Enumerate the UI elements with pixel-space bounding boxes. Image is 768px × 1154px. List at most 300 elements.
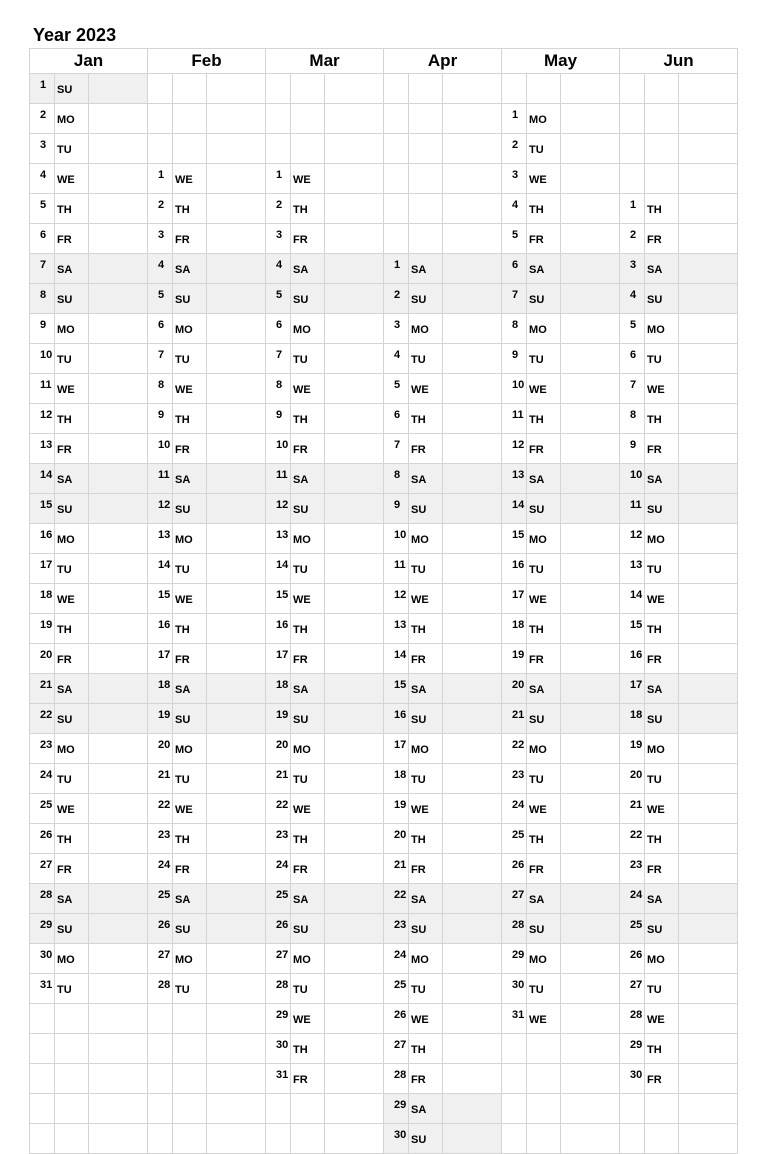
weekday-label: WE (527, 164, 561, 194)
day-number: 17 (266, 644, 291, 674)
weekday-label: MO (173, 314, 207, 344)
day-number: 23 (30, 734, 55, 764)
weekday-label: TU (291, 764, 325, 794)
day-number: 21 (266, 764, 291, 794)
day-number: 10 (148, 434, 173, 464)
day-number: 25 (266, 884, 291, 914)
day-number: 7 (502, 284, 527, 314)
day-note-cell (207, 164, 266, 194)
calendar-row (30, 434, 738, 464)
weekday-label: TU (527, 764, 561, 794)
weekday-label: TH (291, 404, 325, 434)
empty-cell (148, 1094, 173, 1124)
day-number: 24 (266, 854, 291, 884)
empty-cell (502, 1064, 527, 1094)
weekday-label: MO (291, 314, 325, 344)
day-note-cell (89, 494, 148, 524)
day-note-cell (679, 1064, 738, 1094)
empty-cell (148, 104, 173, 134)
day-number: 6 (620, 344, 645, 374)
day-note-cell (89, 614, 148, 644)
weekday-label: SU (173, 494, 207, 524)
weekday-label: FR (55, 644, 89, 674)
weekday-label: TU (527, 134, 561, 164)
day-number: 30 (384, 1124, 409, 1154)
day-note-cell (207, 854, 266, 884)
day-note-cell (443, 614, 502, 644)
weekday-label: SA (55, 254, 89, 284)
empty-cell (384, 194, 409, 224)
day-number: 11 (266, 464, 291, 494)
empty-cell (527, 1064, 561, 1094)
day-number: 30 (266, 1034, 291, 1064)
day-number: 6 (266, 314, 291, 344)
weekday-label: WE (291, 794, 325, 824)
calendar-row (30, 404, 738, 434)
day-note-cell (207, 974, 266, 1004)
weekday-label: WE (527, 584, 561, 614)
weekday-label: TH (645, 614, 679, 644)
weekday-label: TH (173, 404, 207, 434)
day-number: 12 (30, 404, 55, 434)
weekday-label: MO (645, 314, 679, 344)
empty-cell (291, 1094, 325, 1124)
day-note-cell (325, 554, 384, 584)
weekday-label: SA (527, 674, 561, 704)
day-note-cell (679, 224, 738, 254)
empty-cell (207, 104, 266, 134)
day-note-cell (561, 704, 620, 734)
day-note-cell (679, 1004, 738, 1034)
day-number: 4 (148, 254, 173, 284)
day-note-cell (561, 734, 620, 764)
day-number: 12 (620, 524, 645, 554)
day-note-cell (443, 524, 502, 554)
calendar-row (30, 524, 738, 554)
day-note-cell (207, 734, 266, 764)
weekday-label: SA (173, 254, 207, 284)
day-number: 28 (502, 914, 527, 944)
day-number: 26 (266, 914, 291, 944)
day-note-cell (325, 884, 384, 914)
day-note-cell (679, 794, 738, 824)
day-number: 29 (384, 1094, 409, 1124)
day-note-cell (443, 824, 502, 854)
day-note-cell (561, 164, 620, 194)
day-number: 27 (502, 884, 527, 914)
weekday-label: MO (55, 104, 89, 134)
day-number: 1 (266, 164, 291, 194)
weekday-label: WE (409, 374, 443, 404)
day-note-cell (679, 1034, 738, 1064)
day-number: 19 (620, 734, 645, 764)
weekday-label: WE (645, 1004, 679, 1034)
day-number: 20 (148, 734, 173, 764)
day-number: 19 (148, 704, 173, 734)
day-note-cell (89, 224, 148, 254)
calendar-row (30, 824, 738, 854)
weekday-label: SA (55, 884, 89, 914)
day-number: 4 (620, 284, 645, 314)
weekday-label: SU (409, 914, 443, 944)
day-note-cell (89, 374, 148, 404)
day-number: 27 (620, 974, 645, 1004)
day-note-cell (443, 974, 502, 1004)
weekday-label: WE (55, 584, 89, 614)
weekday-label: SU (527, 494, 561, 524)
weekday-label: SA (409, 464, 443, 494)
weekday-label: TH (55, 194, 89, 224)
day-number: 22 (266, 794, 291, 824)
weekday-label: MO (527, 944, 561, 974)
empty-cell (502, 74, 527, 104)
weekday-label: SU (173, 284, 207, 314)
day-number: 29 (620, 1034, 645, 1064)
empty-cell (679, 164, 738, 194)
day-note-cell (561, 404, 620, 434)
weekday-label: MO (55, 314, 89, 344)
day-number: 12 (266, 494, 291, 524)
day-number: 30 (620, 1064, 645, 1094)
weekday-label: TH (291, 194, 325, 224)
weekday-label: TH (645, 404, 679, 434)
empty-cell (55, 1004, 89, 1034)
day-number: 24 (620, 884, 645, 914)
day-note-cell (561, 374, 620, 404)
day-number: 12 (502, 434, 527, 464)
empty-cell (207, 1064, 266, 1094)
weekday-label: SA (173, 464, 207, 494)
day-note-cell (443, 374, 502, 404)
weekday-label: FR (645, 644, 679, 674)
day-number: 28 (620, 1004, 645, 1034)
day-note-cell (443, 554, 502, 584)
day-number: 11 (384, 554, 409, 584)
day-number: 12 (384, 584, 409, 614)
day-note-cell (561, 314, 620, 344)
day-note-cell (561, 224, 620, 254)
day-number: 24 (502, 794, 527, 824)
weekday-label: SU (645, 494, 679, 524)
empty-cell (620, 104, 645, 134)
weekday-label: TU (173, 764, 207, 794)
empty-cell (645, 104, 679, 134)
weekday-label: TU (291, 974, 325, 1004)
day-number: 9 (384, 494, 409, 524)
day-number: 15 (384, 674, 409, 704)
day-number: 30 (502, 974, 527, 1004)
day-note-cell (679, 824, 738, 854)
empty-cell (645, 1094, 679, 1124)
day-number: 31 (30, 974, 55, 1004)
weekday-label: TU (645, 344, 679, 374)
empty-cell (384, 134, 409, 164)
day-note-cell (679, 374, 738, 404)
day-number: 9 (266, 404, 291, 434)
day-number: 24 (384, 944, 409, 974)
day-number: 6 (148, 314, 173, 344)
weekday-label: SU (645, 704, 679, 734)
day-note-cell (679, 464, 738, 494)
day-number: 17 (148, 644, 173, 674)
weekday-label: SA (409, 1094, 443, 1124)
empty-cell (561, 1094, 620, 1124)
day-note-cell (89, 554, 148, 584)
empty-cell (148, 134, 173, 164)
day-number: 13 (148, 524, 173, 554)
weekday-label: TU (527, 974, 561, 1004)
day-note-cell (207, 224, 266, 254)
weekday-label: SU (527, 284, 561, 314)
day-note-cell (89, 434, 148, 464)
empty-cell (291, 74, 325, 104)
day-note-cell (561, 104, 620, 134)
day-number: 4 (30, 164, 55, 194)
day-note-cell (561, 824, 620, 854)
weekday-label: SA (527, 884, 561, 914)
day-note-cell (679, 734, 738, 764)
day-number: 8 (502, 314, 527, 344)
day-note-cell (325, 944, 384, 974)
day-number: 25 (384, 974, 409, 1004)
day-note-cell (561, 1004, 620, 1034)
weekday-label: WE (527, 1004, 561, 1034)
day-note-cell (89, 824, 148, 854)
day-note-cell (207, 644, 266, 674)
weekday-label: TU (409, 764, 443, 794)
day-number: 16 (266, 614, 291, 644)
weekday-label: TU (409, 554, 443, 584)
day-number: 9 (620, 434, 645, 464)
month-header-may: May (502, 49, 620, 74)
empty-cell (173, 104, 207, 134)
empty-cell (561, 1064, 620, 1094)
weekday-label: WE (527, 794, 561, 824)
weekday-label: TH (291, 824, 325, 854)
empty-cell (148, 1004, 173, 1034)
weekday-label: SU (173, 704, 207, 734)
weekday-label: SU (173, 914, 207, 944)
weekday-label: FR (55, 434, 89, 464)
day-note-cell (561, 194, 620, 224)
day-note-cell (89, 74, 148, 104)
day-note-cell (89, 344, 148, 374)
empty-cell (291, 1124, 325, 1154)
empty-cell (173, 1064, 207, 1094)
day-number: 18 (620, 704, 645, 734)
empty-cell (443, 74, 502, 104)
weekday-label: SA (291, 674, 325, 704)
empty-cell (291, 134, 325, 164)
calendar-row (30, 314, 738, 344)
day-note-cell (89, 764, 148, 794)
empty-cell (561, 1124, 620, 1154)
day-number: 26 (30, 824, 55, 854)
weekday-label: TU (409, 344, 443, 374)
day-number: 27 (266, 944, 291, 974)
day-note-cell (89, 884, 148, 914)
day-note-cell (561, 974, 620, 1004)
day-number: 15 (266, 584, 291, 614)
weekday-label: FR (55, 224, 89, 254)
month-header-jan: Jan (30, 49, 148, 74)
weekday-label: FR (291, 434, 325, 464)
day-number: 3 (266, 224, 291, 254)
day-note-cell (679, 434, 738, 464)
day-number: 14 (30, 464, 55, 494)
empty-cell (409, 164, 443, 194)
day-note-cell (561, 254, 620, 284)
weekday-label: MO (173, 524, 207, 554)
day-note-cell (561, 434, 620, 464)
weekday-label: WE (409, 584, 443, 614)
day-note-cell (325, 254, 384, 284)
day-note-cell (679, 944, 738, 974)
empty-cell (148, 1064, 173, 1094)
empty-cell (173, 1034, 207, 1064)
day-note-cell (89, 464, 148, 494)
empty-cell (30, 1124, 55, 1154)
day-note-cell (325, 614, 384, 644)
day-number: 25 (502, 824, 527, 854)
empty-cell (207, 1004, 266, 1034)
empty-cell (207, 1124, 266, 1154)
day-note-cell (207, 554, 266, 584)
day-note-cell (443, 434, 502, 464)
day-number: 3 (620, 254, 645, 284)
day-note-cell (561, 644, 620, 674)
day-number: 5 (148, 284, 173, 314)
weekday-label: SA (291, 254, 325, 284)
day-note-cell (89, 794, 148, 824)
empty-cell (443, 164, 502, 194)
weekday-label: MO (291, 944, 325, 974)
day-number: 29 (30, 914, 55, 944)
weekday-label: MO (291, 734, 325, 764)
weekday-label: MO (645, 944, 679, 974)
day-number: 13 (620, 554, 645, 584)
empty-cell (443, 134, 502, 164)
day-number: 23 (384, 914, 409, 944)
calendar-row (30, 974, 738, 1004)
day-number: 3 (502, 164, 527, 194)
empty-cell (443, 104, 502, 134)
day-note-cell (679, 314, 738, 344)
day-note-cell (679, 284, 738, 314)
weekday-label: TH (55, 824, 89, 854)
day-note-cell (443, 734, 502, 764)
day-note-cell (679, 914, 738, 944)
weekday-label: MO (645, 524, 679, 554)
day-number: 8 (148, 374, 173, 404)
year-calendar-grid (29, 48, 738, 1154)
empty-cell (325, 134, 384, 164)
day-number: 28 (148, 974, 173, 1004)
day-number: 5 (384, 374, 409, 404)
empty-cell (89, 1004, 148, 1034)
day-note-cell (679, 854, 738, 884)
day-number: 7 (30, 254, 55, 284)
weekday-label: SA (173, 674, 207, 704)
weekday-label: FR (645, 854, 679, 884)
weekday-label: SU (291, 494, 325, 524)
day-number: 15 (502, 524, 527, 554)
empty-cell (561, 74, 620, 104)
day-note-cell (679, 404, 738, 434)
day-number: 1 (148, 164, 173, 194)
day-number: 18 (502, 614, 527, 644)
day-note-cell (89, 584, 148, 614)
calendar-row (30, 224, 738, 254)
empty-cell (55, 1064, 89, 1094)
day-number: 3 (30, 134, 55, 164)
day-number: 2 (148, 194, 173, 224)
weekday-label: SA (527, 464, 561, 494)
weekday-label: SU (527, 914, 561, 944)
day-note-cell (561, 494, 620, 524)
day-note-cell (679, 764, 738, 794)
empty-cell (325, 1124, 384, 1154)
calendar-row (30, 1094, 738, 1124)
empty-cell (679, 74, 738, 104)
weekday-label: SU (291, 284, 325, 314)
day-note-cell (443, 884, 502, 914)
weekday-label: TH (645, 824, 679, 854)
weekday-label: FR (291, 224, 325, 254)
day-note-cell (443, 1034, 502, 1064)
day-note-cell (443, 494, 502, 524)
day-note-cell (443, 404, 502, 434)
day-note-cell (679, 524, 738, 554)
day-number: 19 (384, 794, 409, 824)
empty-cell (409, 134, 443, 164)
day-number: 18 (266, 674, 291, 704)
empty-cell (89, 1094, 148, 1124)
month-header-feb: Feb (148, 49, 266, 74)
day-number: 8 (384, 464, 409, 494)
weekday-label: SA (527, 254, 561, 284)
weekday-label: WE (173, 794, 207, 824)
weekday-label: TU (55, 974, 89, 1004)
empty-cell (384, 104, 409, 134)
calendar-title: Year 2023 (33, 25, 117, 45)
weekday-label: WE (645, 584, 679, 614)
day-note-cell (443, 794, 502, 824)
day-number: 19 (502, 644, 527, 674)
day-note-cell (89, 704, 148, 734)
day-number: 27 (30, 854, 55, 884)
empty-cell (207, 74, 266, 104)
weekday-label: TU (527, 554, 561, 584)
day-note-cell (207, 824, 266, 854)
day-note-cell (89, 164, 148, 194)
weekday-label: WE (291, 584, 325, 614)
day-note-cell (443, 944, 502, 974)
weekday-label: MO (173, 734, 207, 764)
calendar-row (30, 464, 738, 494)
day-note-cell (561, 464, 620, 494)
empty-cell (679, 1094, 738, 1124)
day-number: 2 (30, 104, 55, 134)
weekday-label: MO (409, 944, 443, 974)
day-number: 18 (148, 674, 173, 704)
day-number: 9 (148, 404, 173, 434)
day-number: 14 (266, 554, 291, 584)
weekday-label: FR (409, 854, 443, 884)
weekday-label: FR (527, 224, 561, 254)
day-number: 11 (30, 374, 55, 404)
weekday-label: SA (55, 674, 89, 704)
